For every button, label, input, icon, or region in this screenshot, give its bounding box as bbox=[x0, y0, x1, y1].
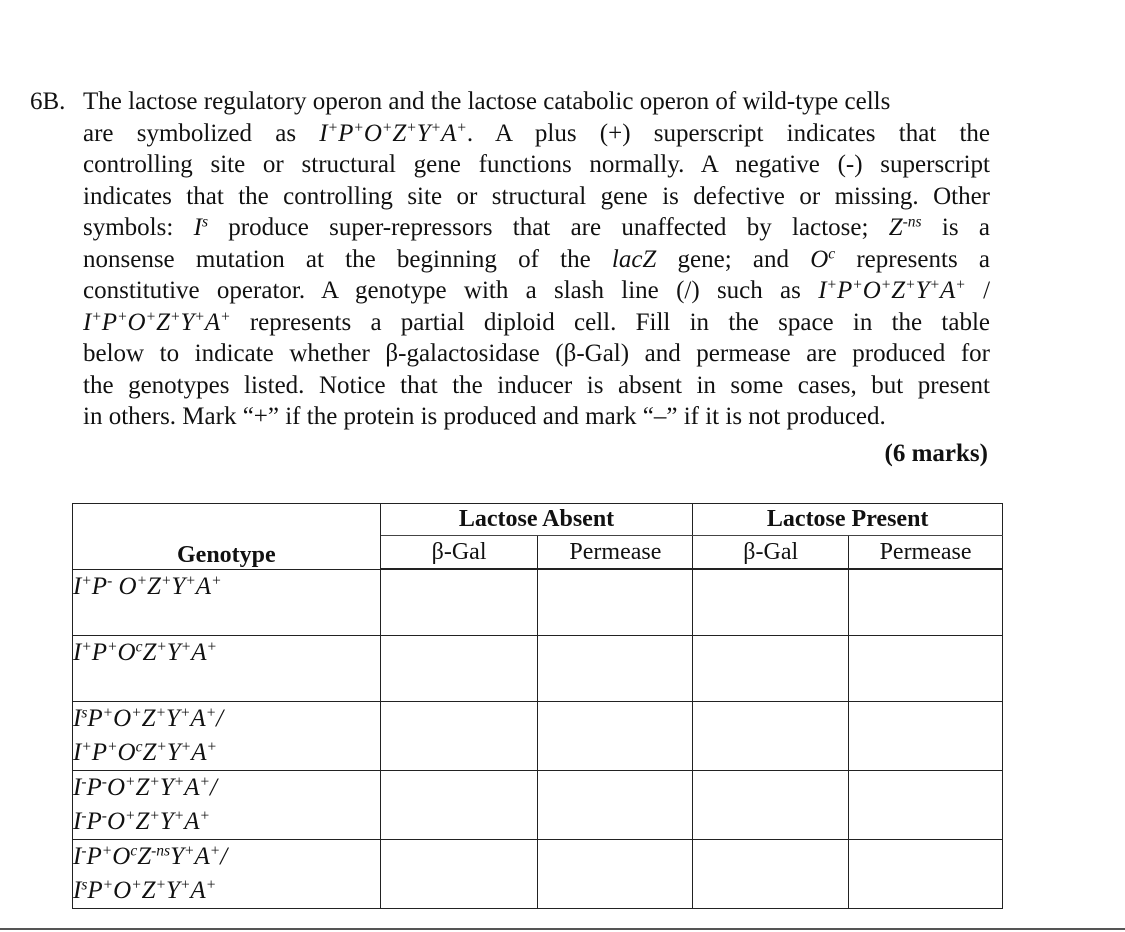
answer-cell[interactable] bbox=[693, 569, 849, 636]
answer-cell[interactable] bbox=[849, 636, 1003, 702]
question-line-7: constitutive operator. A genotype with a slash line (/) such as I+P+O+Z+Y+A+ / bbox=[83, 276, 991, 304]
answer-cell[interactable] bbox=[538, 771, 693, 840]
table-row bbox=[73, 771, 1003, 840]
absent-bgal-header: β-Gal bbox=[380, 536, 538, 570]
answer-cell[interactable] bbox=[380, 840, 538, 909]
answer-cell[interactable] bbox=[380, 702, 538, 771]
question-line-2: are symbolized as I+P+O+Z+Y+A+. A plus (+) superscript indicates that the bbox=[83, 118, 991, 147]
table-row bbox=[73, 636, 1003, 702]
table-row bbox=[73, 569, 1003, 636]
answer-cell[interactable] bbox=[380, 771, 538, 840]
genotype-cell: $I^+P^+O^cZ^+Y^+A^+$ bbox=[73, 636, 381, 702]
nonsense-symbol: $Z^{-ns}$ bbox=[888, 213, 922, 241]
answer-cell[interactable] bbox=[849, 771, 1003, 840]
question-line-8: I+P+O+Z+Y+A+ represents a partial diploid cell. Fill in the space in the table bbox=[83, 307, 990, 336]
answer-cell[interactable] bbox=[693, 840, 849, 909]
present-bgal-header: β-Gal bbox=[693, 536, 849, 570]
question-line-1: 6B. The lactose regulatory operon and the lactose catabolic operon of wild-type cells bbox=[30, 86, 990, 118]
table-header-row bbox=[73, 504, 1003, 536]
super-repressor-symbol: $I^s$ bbox=[193, 213, 208, 241]
question-line-10: the genotypes listed. Notice that the inducer is absent in some cases, but present bbox=[83, 371, 990, 399]
answer-cell[interactable] bbox=[538, 569, 693, 636]
table-row bbox=[73, 840, 1003, 909]
lactose-present-header: Lactose Present bbox=[693, 504, 1003, 536]
lactose-absent-header: Lactose Absent bbox=[380, 504, 693, 536]
answer-cell[interactable] bbox=[849, 569, 1003, 636]
answer-cell[interactable] bbox=[849, 702, 1003, 771]
question-text bbox=[30, 86, 990, 433]
answer-cell[interactable] bbox=[693, 702, 849, 771]
genotype-cell: I-P-O+Z+Y+A+/ I-P-O+Z+Y+A+ bbox=[73, 771, 381, 840]
wild-type-genotype: I+P+O+Z+Y+A+ bbox=[319, 118, 467, 147]
answer-cell[interactable] bbox=[538, 636, 693, 702]
answer-cell[interactable] bbox=[849, 840, 1003, 909]
question-number: 6B. bbox=[30, 88, 66, 115]
question-line-9: below to indicate whether β-galactosidase (β-Gal) and permease are produced for bbox=[83, 340, 990, 367]
question-line-4: indicates that the controlling site or structural gene is defective or missing. Other bbox=[83, 182, 990, 210]
marks-label: (6 marks) bbox=[884, 440, 988, 467]
answer-cell[interactable] bbox=[538, 702, 693, 771]
question-line-11: in others. Mark “+” if the protein is produced and mark “–” if it is not produced. bbox=[83, 403, 886, 430]
answer-cell[interactable] bbox=[693, 636, 849, 702]
genotype-cell: $I^-P^+O^cZ^{-ns}Y^+A^+/$ $I^sP^+O^+Z^+Y^+A^+$ bbox=[73, 840, 381, 909]
page-bottom-rule bbox=[0, 928, 1125, 930]
question-line-3: controlling site or structural gene functions normally. A negative (-) superscript bbox=[83, 151, 990, 178]
present-permease-header: Permease bbox=[849, 536, 1003, 570]
answer-cell[interactable] bbox=[538, 840, 693, 909]
genotype-cell: I+P- O+Z+Y+A+ bbox=[73, 569, 381, 636]
answer-cell[interactable] bbox=[380, 636, 538, 702]
answer-table bbox=[72, 503, 1003, 909]
genotype-cell: $I^sP^+O^+Z^+Y^+A^+/$ $I^+P^+O^cZ^+Y^+A^+$ bbox=[73, 702, 381, 771]
genotype-header: Genotype bbox=[73, 504, 381, 570]
answer-cell[interactable] bbox=[693, 771, 849, 840]
question-line-5: symbols: $I^s$ produce super-repressors that are unaffected by lactose; $Z^{-ns}$ is a bbox=[83, 213, 990, 241]
table-row bbox=[73, 702, 1003, 771]
constitutive-operator-symbol: $O^c$ bbox=[810, 244, 836, 273]
question-line-6: nonsense mutation at the beginning of the lacZ gene; and $O^c$ represents a bbox=[83, 244, 990, 273]
answer-cell[interactable] bbox=[380, 569, 538, 636]
absent-permease-header: Permease bbox=[538, 536, 693, 570]
